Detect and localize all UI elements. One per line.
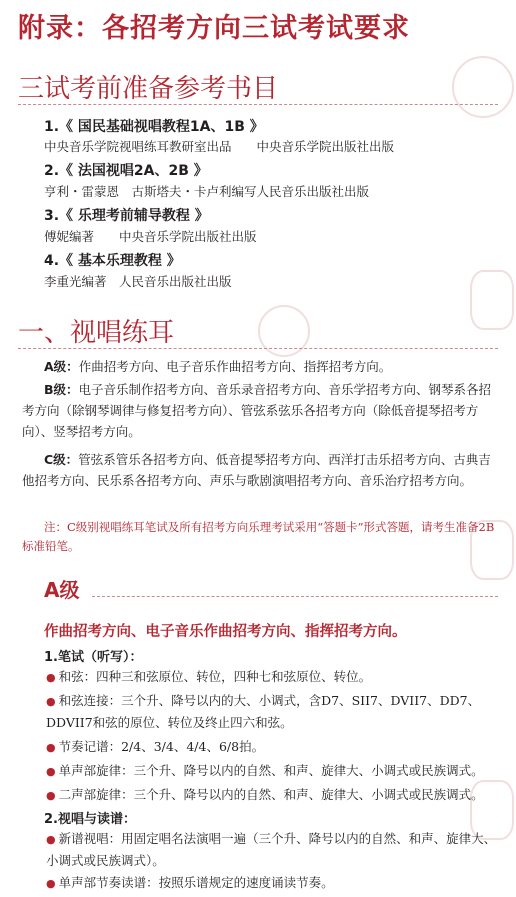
watermark-seal [470,270,514,330]
bullet-icon: ● [46,833,56,846]
level-text: 作曲招考方向、电子音乐作曲招考方向、指挥招考方向。 [78,359,392,374]
level-label: A级： [44,359,79,374]
written-test-label: 1.笔试（听写）： [44,650,143,665]
book-title: 3.《 乐理考前辅导教程 》 [44,208,209,224]
watermark-seal [452,56,514,118]
books-heading: 三试考前准备参考书目 [18,74,279,104]
list-item [46,690,498,733]
bullet-icon: ● [46,877,56,890]
level-a-heading: A级 [44,578,80,602]
list-item [46,784,498,806]
level-text: 管弦系管乐各招考方向、低音提琴招考方向、西洋打击乐招考方向、古典吉他招考方向、民乐系各招考方向、声乐与歌剧演唱招考方向、音乐治疗招考方向。 [22,452,491,488]
level-a-subtitle: 作曲招考方向、电子音乐作曲招考方向、指挥招考方向。 [44,624,407,640]
bullet-icon: ● [46,671,56,684]
bullet-icon: ● [46,741,56,754]
level-a-paragraph [22,356,496,377]
list-item-text: 和弦连接：三个升、降号以内的大、小调式，含D7、SII7、DVII7、DD7、DDVII7和弦的原位、转位及终止四六和弦。 [46,693,481,730]
list-item [46,666,498,688]
list-item-text: 节奏记谱：2/4、3/4、4/4、6/8拍。 [58,739,265,754]
level-text: 电子音乐制作招考方向、音乐录音招考方向、音乐学招考方向、钢琴系各招考方向（除钢琴调律与修复招考方向）、管弦系弦乐各招考方向（除低音提琴招考方向）、竖琴招考方向。 [22,382,492,439]
book-title: 2.《 法国视唱2A、2B 》 [44,163,208,179]
sight-singing-label: 2.视唱与读谱： [44,812,136,827]
level-b-paragraph [22,379,496,442]
list-item [46,872,498,894]
book-publisher: 李重光编著 人民音乐出版社出版 [44,274,232,289]
ear-training-heading: 一、视唱练耳 [18,318,175,348]
list-item-text: 二声部旋律：三个升、降号以内的自然、和声、旋律大、小调式或民族调式。 [58,787,484,802]
divider [18,104,498,105]
list-item [46,828,498,871]
book-publisher: 亨利・雷蒙恩 古斯塔夫・卡卢利编写人民音乐出版社出版 [44,184,370,199]
book-title: 4.《 基本乐理教程 》 [44,253,181,269]
level-label: B级： [44,382,79,397]
list-item [46,760,498,782]
watermark-seal [258,305,310,357]
answer-sheet-note: 注：C级别视唱练耳笔试及所有招考方向乐理考试采用“答题卡”形式答题，请考生准备2B标准铅笔。 [22,520,495,553]
list-item [46,736,498,758]
divider [92,596,498,597]
page-title: 附录：各招考方向三试考试要求 [18,13,410,44]
book-title: 1.《 国民基础视唱教程1A、1B 》 [44,119,264,135]
bullet-icon: ● [46,789,56,802]
level-label: C级： [44,452,79,467]
book-publisher: 傅妮编著 中央音乐学院出版社出版 [44,229,257,244]
divider [18,348,498,349]
bullet-icon: ● [46,695,56,708]
book-publisher: 中央音乐学院视唱练耳教研室出品 中央音乐学院出版社出版 [44,139,395,154]
level-c-paragraph [22,449,496,491]
list-item-text: 单声部节奏读谱：按照乐谱规定的速度诵读节奏。 [58,875,334,890]
list-item-text: 新谱视唱：用固定唱名法演唱一遍（三个升、降号以内的自然、和声、旋律大、小调式或民族调式）。 [46,831,497,868]
bullet-icon: ● [46,765,56,778]
list-item-text: 单声部旋律：三个升、降号以内的自然、和声、旋律大、小调式或民族调式。 [58,763,484,778]
list-item-text: 和弦：四种三和弦原位、转位，四种七和弦原位、转位。 [58,669,372,684]
